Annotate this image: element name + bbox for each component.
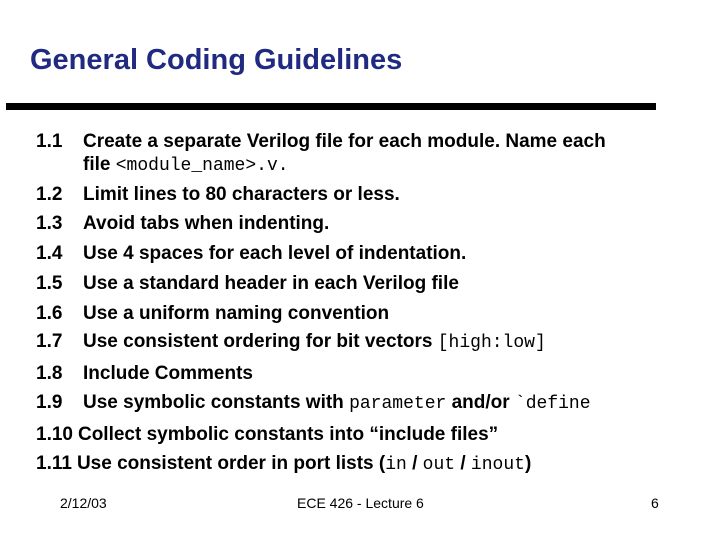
code-out: out <box>422 455 456 475</box>
guideline-1-4 <box>36 243 466 265</box>
guideline-1-1 <box>36 131 606 153</box>
guideline-1-8 <box>36 363 253 385</box>
item-number: 1.1 <box>36 131 63 152</box>
item-text: Use consistent order in port lists ( <box>76 453 386 474</box>
item-number: 1.4 <box>36 243 63 264</box>
code-parameter: parameter <box>349 394 447 414</box>
item-text: Create a separate Verilog file for each module. Name each <box>83 131 606 152</box>
footer-page-number: 6 <box>651 495 659 511</box>
guideline-1-7 <box>36 331 546 354</box>
item-text: ) <box>524 453 532 474</box>
item-number: 1.8 <box>36 363 63 384</box>
guideline-1-10 <box>36 424 498 446</box>
footer-date: 2/12/03 <box>60 495 107 511</box>
item-text: Use symbolic constants with <box>83 392 350 413</box>
code-module-name: <module_name>.v. <box>115 156 289 176</box>
item-number: 1.10 <box>36 424 73 445</box>
item-text: Use consistent ordering for bit vectors <box>83 331 438 352</box>
code-bit-vector: [high:low] <box>437 333 546 353</box>
item-text: file <box>83 154 116 175</box>
item-text: Use a standard header in each Verilog file <box>83 273 459 294</box>
item-number: 1.9 <box>36 392 63 413</box>
guideline-1-5 <box>36 273 459 295</box>
item-text: Limit lines to 80 characters or less. <box>83 184 400 205</box>
item-text: and/or <box>446 392 515 413</box>
guideline-1-9 <box>36 392 591 415</box>
guideline-1-2 <box>36 184 400 206</box>
footer-course: ECE 426 - Lecture 6 <box>297 495 424 511</box>
guideline-1-3 <box>36 213 329 235</box>
guideline-1-1-continued <box>83 154 289 177</box>
item-number: 1.7 <box>36 331 63 352</box>
code-define: `define <box>514 394 591 414</box>
slide-title: General Coding Guidelines <box>30 44 403 76</box>
item-text: Use a uniform naming convention <box>83 303 390 324</box>
item-number: 1.3 <box>36 213 63 234</box>
item-text: / <box>455 453 471 474</box>
guideline-1-6 <box>36 303 389 325</box>
item-number: 1.5 <box>36 273 63 294</box>
item-text: Use 4 spaces for each level of indentation. <box>83 243 467 264</box>
title-divider <box>6 103 656 110</box>
item-text: Include Comments <box>83 363 253 384</box>
item-text: Collect symbolic constants into “include files” <box>77 424 499 445</box>
code-in: in <box>385 455 407 475</box>
item-number: 1.6 <box>36 303 63 324</box>
code-inout: inout <box>470 455 525 475</box>
item-number: 1.2 <box>36 184 63 205</box>
item-number: 1.11 <box>36 453 72 474</box>
item-text: / <box>406 453 423 474</box>
item-text: Avoid tabs when indenting. <box>83 213 330 234</box>
guideline-1-11 <box>36 453 531 476</box>
